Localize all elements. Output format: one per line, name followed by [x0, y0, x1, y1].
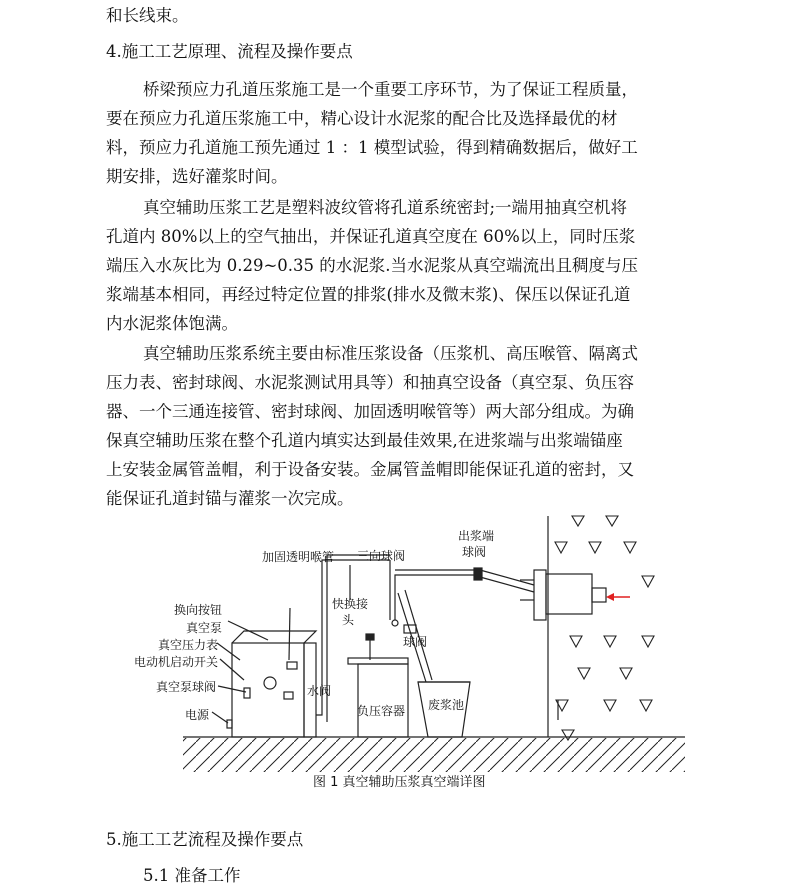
label-waste-pool: 废浆池 — [428, 698, 465, 712]
para1-line-3: 料，预应力孔道施工预先通过 1 ：1 模型试验，得到精确数据后，做好工 — [106, 138, 638, 157]
para2-line-3: 端压入水灰比为 0.29~0.35 的水泥浆.当水泥浆从真空端流出且稠度与压 — [106, 256, 639, 275]
label-vacuum-gauge: 真空压力表 — [158, 638, 219, 652]
para3-line-3: 器、一个三通连接管、密封球阀、加固透明喉管等）两大部分组成。为确 — [106, 402, 634, 421]
wall-aggregate-triangles — [555, 516, 654, 740]
para1-line-4: 期安排，选好灌浆时间。 — [106, 167, 288, 186]
label-switch-button: 换向按钮 — [174, 603, 223, 617]
label-reinforced-hose: 加固透明喉管 — [262, 550, 335, 564]
section-5-heading: 5.施工工艺流程及操作要点 — [106, 830, 304, 849]
negative-container — [358, 664, 408, 737]
para2-line-4: 浆端基本相同，再经过特定位置的排浆(排水及微末浆)、保压以保证孔道 — [106, 285, 631, 304]
para2-line-2: 孔道内 80%以上的空气抽出，并保证孔道真空度在 60%以上，同时压浆 — [106, 227, 636, 246]
label-motor-switch: 电动机启动开关 — [134, 655, 219, 669]
label-quick-joint: 快换接 — [332, 597, 369, 611]
figure-caption: 图 1 真空辅助压浆真空端详图 — [313, 775, 486, 790]
label-quick-joint-2: 头 — [342, 613, 355, 627]
label-water-valve: 水阀 — [307, 684, 332, 698]
ground-hatch — [183, 738, 685, 772]
red-arrow-icon — [606, 593, 630, 601]
para3-line-4: 保真空辅助压浆在整个孔道内填实达到最佳效果,在进浆端与出浆端锚座 — [106, 431, 623, 450]
label-ball-valve-top: 球阀 — [462, 545, 487, 559]
continued-line: 和长线束。 — [106, 6, 189, 25]
label-negative-container: 负压容器 — [357, 704, 406, 718]
anchor-cap — [546, 574, 592, 614]
para2-line-5: 内水泥浆体饱满。 — [106, 314, 238, 333]
section-4-heading: 4.施工工艺原理、流程及操作要点 — [106, 42, 353, 61]
label-outlet-end: 出浆端 — [458, 529, 495, 543]
para1-line-2: 要在预应力孔道压浆施工中，精心设计水泥浆的配合比及选择最优的材 — [106, 109, 618, 128]
para3-line-1: 真空辅助压浆系统主要由标准压浆设备（压浆机、高压喉管、隔离式 — [143, 344, 638, 363]
para3-line-6: 能保证孔道封锚与灌浆一次完成。 — [106, 489, 354, 508]
label-ball-valve-mid: 球阀 — [403, 635, 428, 649]
para3-line-2: 压力表、密封球阀、水泥浆测试用具等）和抽真空设备（真空泵、负压容 — [106, 373, 634, 392]
vacuum-pump-box — [232, 643, 304, 737]
label-power: 电源 — [185, 708, 210, 722]
label-pump-ball-valve: 真空泵球阀 — [156, 680, 217, 694]
para3-line-5: 上安装金属管盖帽，利于设备安装。金属管盖帽即能保证孔道的密封，又 — [106, 460, 634, 479]
subsection-5-1: 5.1 准备工作 — [143, 866, 241, 885]
para2-line-1: 真空辅助压浆工艺是塑料波纹管将孔道系统密封;一端用抽真空机将 — [143, 198, 628, 217]
label-three-way-valve: 三向球阀 — [357, 549, 406, 563]
label-vacuum-pump: 真空泵 — [186, 621, 223, 635]
para1-line-1: 桥梁预应力孔道压浆施工是一个重要工序环节，为了保证工程质量， — [143, 80, 638, 99]
